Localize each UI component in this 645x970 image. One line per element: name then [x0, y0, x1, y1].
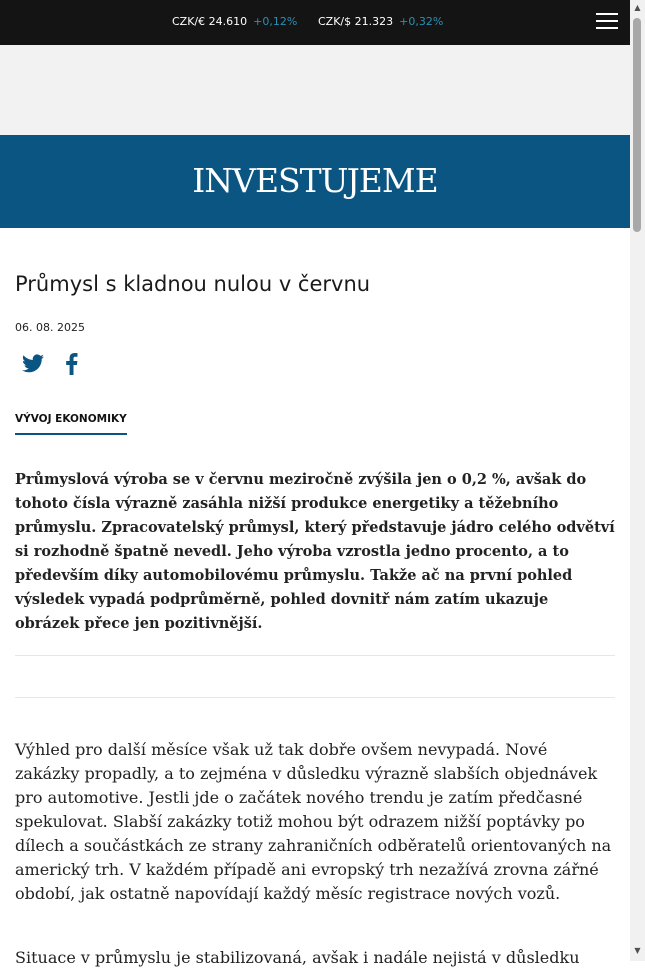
vertical-scrollbar[interactable] — [630, 0, 645, 961]
article-date: 06. 08. 2025 — [15, 321, 85, 334]
menu-line — [596, 13, 618, 15]
hamburger-menu-icon[interactable] — [596, 13, 618, 31]
article-title: Průmysl s kladnou nulou v červnu — [15, 272, 371, 296]
article-paragraph: Výhled pro další měsíce však už tak dobře ovšem nevypadá. Nové zakázky propadly, a to zejména v důsledku výrazně slabších objednávek pro automotive. Jestli jde o začátek nového trendu je zatím předčasné spekulovat. Slabší zakázky totiž mohou být odrazem nižší poptávky po dílech a součástkách ze strany zahraničních odběratelů orientovaných na americký trh. V každém případě ani evropský trh nezažívá zrovna zářné období, jak ostatně napovídají každý měsíc registrace nových vozů. — [15, 740, 612, 903]
twitter-share-button[interactable] — [21, 352, 45, 376]
divider — [15, 697, 615, 698]
menu-line — [596, 20, 618, 22]
scroll-up-arrow-icon[interactable]: ▲ — [634, 3, 641, 12]
ticker-usd-rate: CZK/$ 21.323 — [318, 15, 394, 28]
scroll-down-arrow-icon[interactable]: ▼ — [634, 946, 641, 955]
category-link[interactable]: VÝVOJ EKONOMIKY — [15, 413, 127, 435]
ticker-eur-rate: CZK/€ 24.610 — [172, 15, 248, 28]
ticker-usd-change: +0,32% — [399, 15, 444, 28]
facebook-icon — [61, 352, 81, 376]
menu-line — [596, 27, 618, 29]
ticker-item-usd — [318, 15, 443, 28]
divider — [15, 655, 615, 656]
article-paragraph: Situace v průmyslu je stabilizovaná, avšak i nadále nejistá v důsledku — [15, 948, 580, 967]
scrollbar-thumb[interactable] — [633, 18, 641, 232]
twitter-icon — [21, 352, 45, 376]
ticker-eur-change: +0,12% — [253, 15, 298, 28]
article-perex: Průmyslová výroba se v červnu meziročně zvýšila jen o 0,2 %, avšak do tohoto čísla výrazně zasáhla nižší produkce energetiky a těžebního průmyslu. Zpracovatelský průmysl, který představuje jádro celého odvětví si rozhodně špatně nevedl. Jeho výroba vzrostla jedno procento, a to především díky automobilovému průmyslu. Takže ač na první pohled výsledek vypadá podprůměrně, pohled dovnitř nám zatím ukazuje obrázek přece jen pozitivnější. — [15, 471, 615, 632]
site-logo[interactable]: INVESTUJEME — [192, 161, 438, 200]
ticker-item-eur — [172, 15, 297, 28]
ticker-bar — [0, 0, 630, 45]
ad-placeholder — [0, 45, 630, 135]
facebook-share-button[interactable] — [61, 352, 85, 376]
